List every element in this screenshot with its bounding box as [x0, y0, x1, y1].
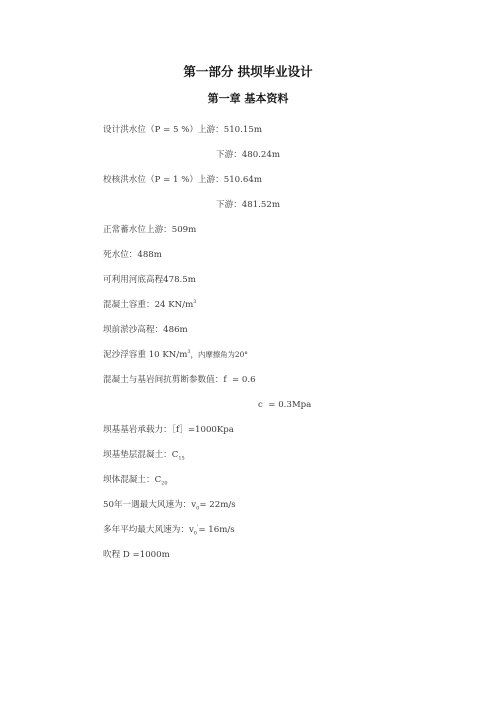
cubic-exponent: 3 [187, 349, 191, 356]
shear-parameter-c: c = 0.3Mpa [258, 400, 312, 410]
avg-wind-value: = 16m/s [198, 525, 235, 535]
foundation-cushion-concrete [103, 449, 185, 461]
sediment-elevation: 坝前淤沙高程：486m [103, 325, 188, 335]
concrete-grade-sub: 15 [178, 455, 185, 462]
check-flood-upstream: 校核洪水位（P = 1 %）上游：510.64m [103, 175, 262, 185]
dam-body-text: 坝体混凝土：C [103, 475, 162, 485]
prime-mark: ' [196, 524, 199, 531]
shear-parameter-f: 混凝土与基岩间抗剪断参数值：f = 0.6 [103, 375, 256, 385]
dam-body-concrete [103, 474, 168, 486]
part-title: 第一部分 拱坝毕业设计 [183, 64, 313, 79]
bedrock-bearing-capacity: 坝基基岩承载力：［f］=1000Kpa [103, 425, 234, 435]
max-wind-speed-50yr [103, 499, 236, 511]
avg-wind-text: 多年平均最大风速为：v [103, 525, 194, 535]
chapter-title: 第一章 基本资料 [207, 92, 289, 105]
max-wind-text: 50年一遇最大风速为：v [103, 500, 197, 510]
cubic-exponent: 3 [193, 299, 197, 306]
max-wind-value: = 22m/s [199, 500, 236, 510]
dead-water-level: 死水位：488m [103, 250, 162, 260]
design-flood-downstream: 下游：480.24m [216, 150, 281, 160]
design-flood-upstream: 设计洪水位（P = 5 %）上游：510.15m [103, 125, 262, 135]
wind-sub: 0 [196, 505, 200, 512]
wind-sub: 0 [193, 530, 197, 537]
concrete-unit-weight-text: 混凝土容重：24 KN/m [103, 300, 194, 310]
normal-pool-level: 正常蓄水位上游：509m [103, 225, 197, 235]
riverbed-elevation: 可利用河底高程478.5m [103, 275, 196, 285]
sediment-buoyant-weight [103, 349, 248, 361]
sediment-weight-text: 泥沙浮容重 10 KN/m [103, 350, 188, 360]
foundation-cushion-text: 坝基垫层混凝土：C [103, 450, 179, 460]
check-flood-downstream: 下游：481.52m [216, 200, 281, 210]
fetch-length: 吹程 D =1000m [103, 550, 170, 560]
avg-max-wind-speed [103, 524, 235, 536]
concrete-grade-sub: 20 [161, 480, 168, 487]
concrete-unit-weight [103, 299, 196, 311]
friction-angle-text: ，内摩擦角为20° [190, 350, 248, 359]
